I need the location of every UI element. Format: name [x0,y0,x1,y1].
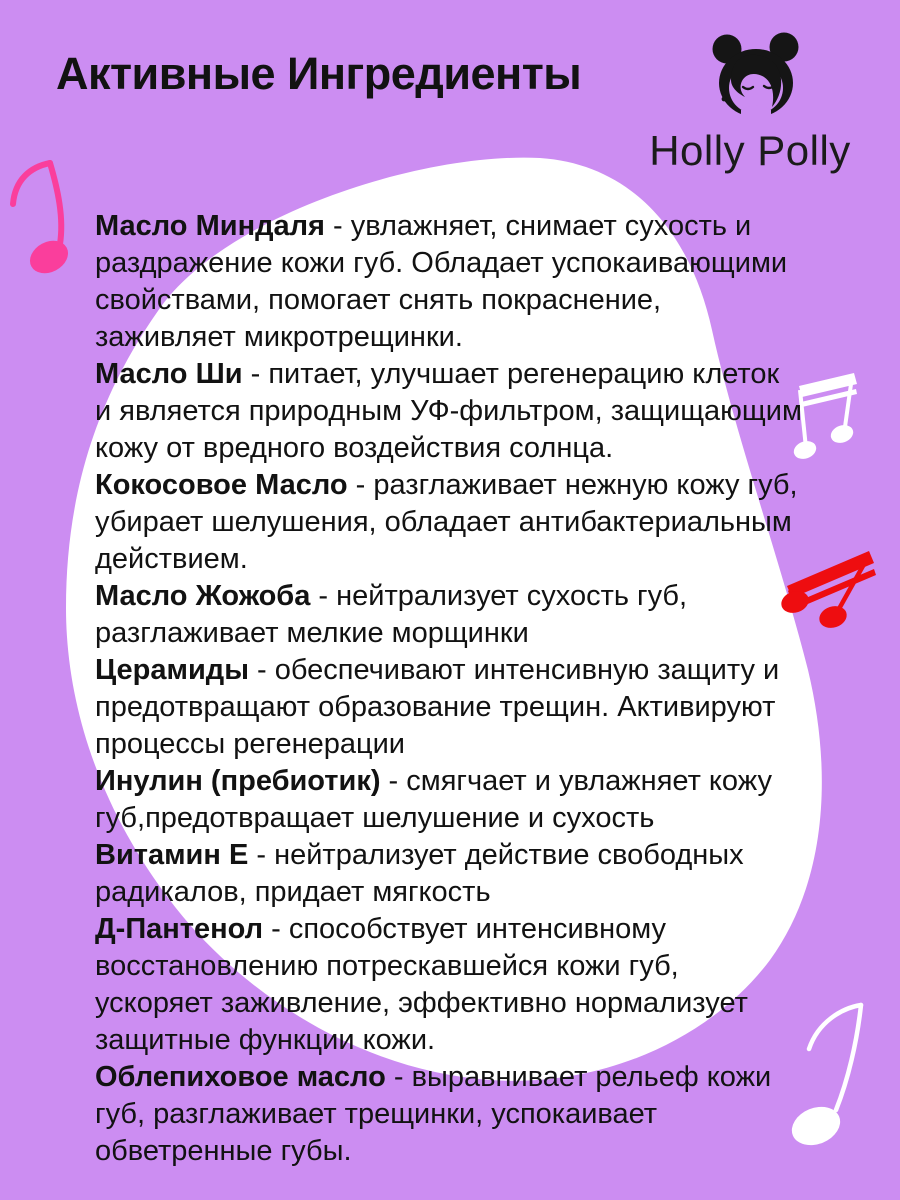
ingredient-item [95,652,803,763]
brand-logo [620,28,880,175]
ingredient-item [95,1059,803,1170]
ingredient-name: Кокосовое Масло [95,469,348,501]
ingredient-name: Масло Ши [95,358,243,390]
ingredient-name: Облепиховое масло [95,1061,386,1093]
page-title: Активные Ингредиенты [56,48,582,99]
ingredient-name: Церамиды [95,654,249,686]
ingredient-name: Масло Миндаля [95,210,325,242]
ingredient-description: - нейтрализует сухость губ, разглаживает мелкие морщинки [95,580,688,649]
ingredient-description: - способствует интенсивному восстановлению потрескавшейся кожи губ, ускоряет заживление, эффективно нормализует защитные функции кожи. [95,913,748,1056]
ingredient-description: - разглаживает нежную кожу губ, убирает шелушения, обладает антибактериальным действием. [95,469,798,575]
ingredient-item [95,356,803,467]
ingredient-description: - выравнивает рельеф кожи губ, разглаживает трещинки, успокаивает обветренные губы. [95,1061,772,1167]
ingredient-name: Инулин (пребиотик) [95,765,381,797]
pink-eighth-note-icon [13,163,74,280]
ingredient-description: - нейтрализует действие свободных радикалов, придает мягкость [95,839,744,908]
holly-polly-girl-icon [698,28,802,123]
ingredient-item [95,578,803,652]
ingredient-name: Д-Пантенол [95,913,264,945]
ingredient-description: - увлажняет, снимает сухость и раздражение кожи губ. Обладает успокаивающими свойствами, помогает снять покраснение, заживляет микротрещинки. [95,210,788,353]
ingredients-list [95,208,803,1170]
ingredient-name: Витамин Е [95,839,249,871]
ingredient-item [95,911,803,1059]
ingredient-item [95,763,803,837]
ingredient-item [95,208,803,356]
brand-name: Holly Polly [649,127,851,174]
ingredient-item [95,837,803,911]
ingredient-description: - обеспечивают интенсивную защиту и предотвращают образование трещин. Активируют процессы регенерации [95,654,780,760]
ingredient-item [95,467,803,578]
ingredient-description: - смягчает и увлажняет кожу губ,предотвращает шелушение и сухость [95,765,772,834]
ingredient-description: - питает, улучшает регенерацию клеток и является природным УФ-фильтром, защищающим кожу от вредного воздействия солнца. [95,358,802,464]
ingredient-name: Масло Жожоба [95,580,311,612]
